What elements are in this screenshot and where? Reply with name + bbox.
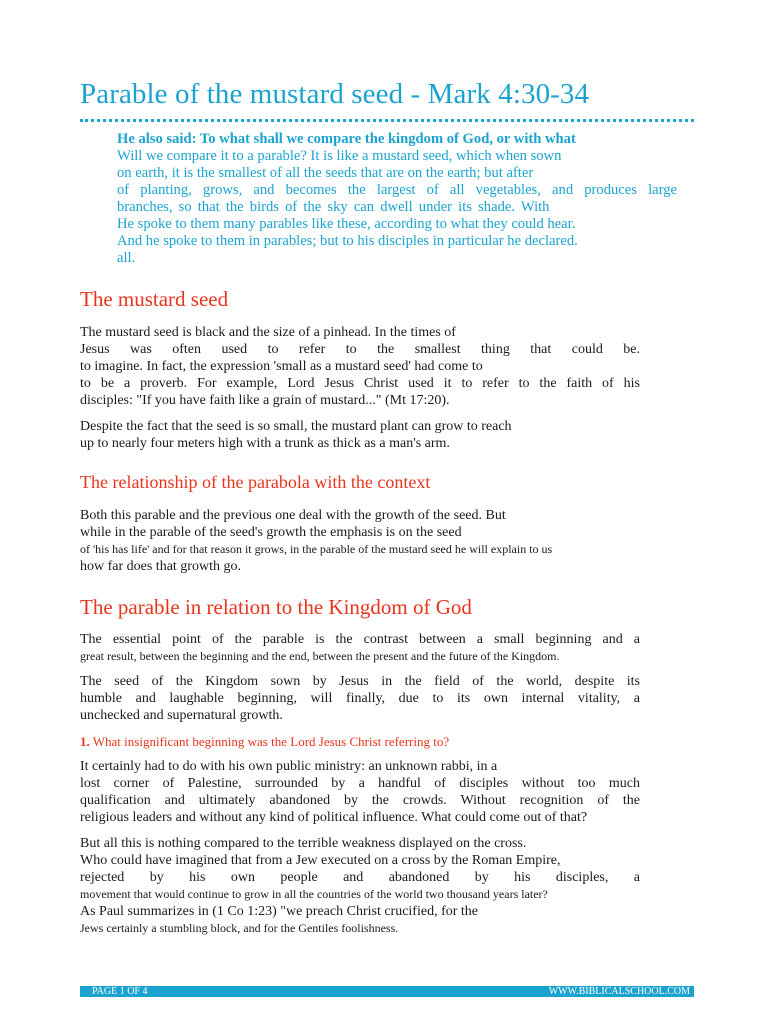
text-line: to be a proverb. For example, Lord Jesus Christ used it to refer to the faith of his [80, 376, 640, 391]
text-line: movement that would continue to grow in all the countries of the world two thousand years later? [80, 887, 548, 901]
question-number: 1. [80, 734, 90, 749]
title-divider [80, 119, 694, 122]
page-footer [80, 986, 694, 997]
scripture-quote [117, 131, 677, 267]
quote-line: on earth, it is the smallest of all the seeds that are on the earth; but after [117, 165, 534, 181]
text-line: religious leaders and without any kind of political influence. What could come out of that? [80, 810, 588, 825]
paragraph-mustard-2 [80, 418, 640, 452]
text-line: rejected by his own people and abandoned by his disciples, a [80, 870, 640, 885]
text-line: Who could have imagined that from a Jew executed on a cross by the Roman Empire, [80, 853, 561, 868]
quote-line: Will we compare it to a parable? It is like a mustard seed, which when sown [117, 148, 562, 164]
text-line: qualification and ultimately abandoned by the crowds. Without recognition of the [80, 793, 640, 808]
text-line: to imagine. In fact, the expression 'small as a mustard seed' had come to [80, 359, 483, 374]
section-heading-context: The relationship of the parabola with the context [80, 472, 431, 492]
text-line: while in the parable of the seed's growth the emphasis is on the seed [80, 525, 462, 540]
text-line: Jesus was often used to refer to the smallest thing that could be. [80, 342, 640, 357]
paragraph-mustard-1 [80, 324, 640, 409]
paragraph-kingdom-4 [80, 835, 640, 937]
text-line: Both this parable and the previous one deal with the growth of the seed. But [80, 508, 506, 523]
text-line: disciples: "If you have faith like a grain of mustard..." (Mt 17:20). [80, 393, 450, 408]
paragraph-kingdom-2 [80, 673, 640, 724]
paragraph-kingdom-1 [80, 631, 640, 665]
text-line: of 'his has life' and for that reason it grows, in the parable of the mustard seed he will explain to us [80, 542, 553, 556]
text-line: humble and laughable beginning, will finally, due to its own internal vitality, a [80, 691, 640, 706]
text-line: Jews certainly a stumbling block, and for the Gentiles foolishness. [80, 921, 399, 935]
text-line: Despite the fact that the seed is so small, the mustard plant can grow to reach [80, 419, 512, 434]
study-question [80, 734, 449, 750]
website-link[interactable]: WWW.BIBLICALSCHOOL.COM [548, 986, 690, 997]
text-line: The mustard seed is black and the size of a pinhead. In the times of [80, 325, 456, 340]
page-number: PAGE 1 OF 4 [92, 986, 148, 997]
quote-line: branches, so that the birds of the sky can dwell under its shade. With [117, 199, 550, 215]
text-line: lost corner of Palestine, surrounded by a handful of disciples without too much [80, 776, 640, 791]
quote-line: of planting, grows, and becomes the largest of all vegetables, and produces large [117, 182, 677, 198]
text-line: up to nearly four meters high with a trunk as thick as a man's arm. [80, 436, 450, 451]
text-line: As Paul summarizes in (1 Co 1:23) "we preach Christ crucified, for the [80, 904, 479, 919]
section-heading-kingdom: The parable in relation to the Kingdom of God [80, 595, 472, 619]
text-line: It certainly had to do with his own public ministry: an unknown rabbi, in a [80, 759, 498, 774]
section-heading-mustard-seed: The mustard seed [80, 287, 229, 311]
paragraph-kingdom-3 [80, 758, 640, 826]
text-line: The essential point of the parable is the contrast between a small beginning and a [80, 632, 640, 647]
question-text: What insignificant beginning was the Lord Jesus Christ referring to? [92, 734, 450, 749]
text-line: how far does that growth go. [80, 559, 241, 574]
text-line: The seed of the Kingdom sown by Jesus in the field of the world, despite its [80, 674, 640, 689]
text-line: But all this is nothing compared to the terrible weakness displayed on the cross. [80, 836, 527, 851]
paragraph-context-1 [80, 507, 640, 575]
text-line: unchecked and supernatural growth. [80, 708, 283, 723]
page-title: Parable of the mustard seed - Mark 4:30-34 [80, 78, 590, 110]
quote-line: And he spoke to them in parables; but to his disciples in particular he declared. [117, 233, 578, 249]
quote-line: He also said: To what shall we compare the kingdom of God, or with what [117, 131, 576, 147]
quote-line: He spoke to them many parables like these, according to what they could hear. [117, 216, 576, 232]
text-line: great result, between the beginning and the end, between the present and the future of the Kingdom. [80, 649, 560, 663]
quote-line: all. [117, 250, 136, 266]
